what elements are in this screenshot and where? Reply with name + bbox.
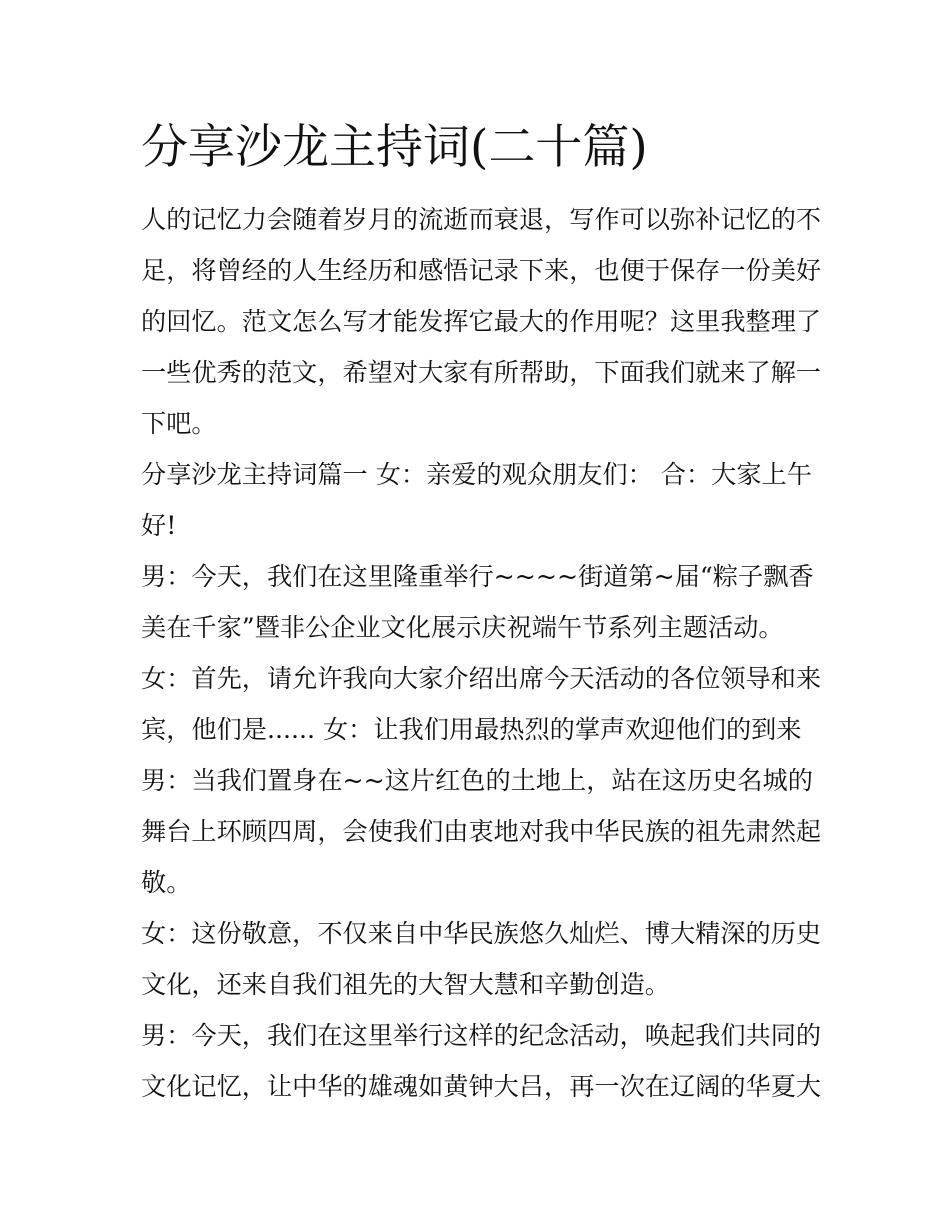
text-line: 男：今天，我们在这里隆重举行~~~~街道第~届“粽子飘香 xyxy=(141,562,814,591)
text-line: 女：首先，请允许我向大家介绍出席今天活动的各位领导和来 xyxy=(141,664,822,693)
text-line: 敬。 xyxy=(141,868,192,897)
text-line: 男：当我们置身在~~这片红色的土地上，站在这历史名城的 xyxy=(141,766,813,795)
text-line: 舞台上环顾四周，会使我们由衷地对我中华民族的祖先肃然起 xyxy=(141,817,822,846)
text-line: 文化，还来自我们祖先的大智大慧和辛勤创造。 xyxy=(141,970,670,999)
text-line: 下吧。 xyxy=(141,409,217,438)
text-line: 宾，他们是...... 女：让我们用最热烈的掌声欢迎他们的到来 xyxy=(141,715,802,744)
text-line: 男：今天，我们在这里举行这样的纪念活动，唤起我们共同的 xyxy=(141,1021,822,1050)
text-line: 美在千家”暨非公企业文化展示庆祝端午节系列主题活动。 xyxy=(141,613,784,642)
text-line: 一些优秀的范文，希望对大家有所帮助，下面我们就来了解一 xyxy=(141,358,822,387)
text-line: 好! xyxy=(141,511,177,540)
document-title: 分享沙龙主持词(二十篇) xyxy=(141,120,648,175)
text-line: 足，将曾经的人生经历和感悟记录下来，也便于保存一份美好 xyxy=(141,256,822,285)
text-line: 人的记忆力会随着岁月的流逝而衰退，写作可以弥补记忆的不 xyxy=(141,205,822,234)
text-line: 女：这份敬意，不仅来自中华民族悠久灿烂、博大精深的历史 xyxy=(141,919,822,948)
text-line: 分享沙龙主持词篇一 女：亲爱的观众朋友们： 合：大家上午 xyxy=(141,460,812,489)
document-body xyxy=(141,194,822,1112)
text-line: 的回忆。范文怎么写才能发挥它最大的作用呢？这里我整理了 xyxy=(141,307,822,336)
text-line: 文化记忆，让中华的雄魂如黄钟大吕，再一次在辽阔的华夏大 xyxy=(141,1072,822,1101)
